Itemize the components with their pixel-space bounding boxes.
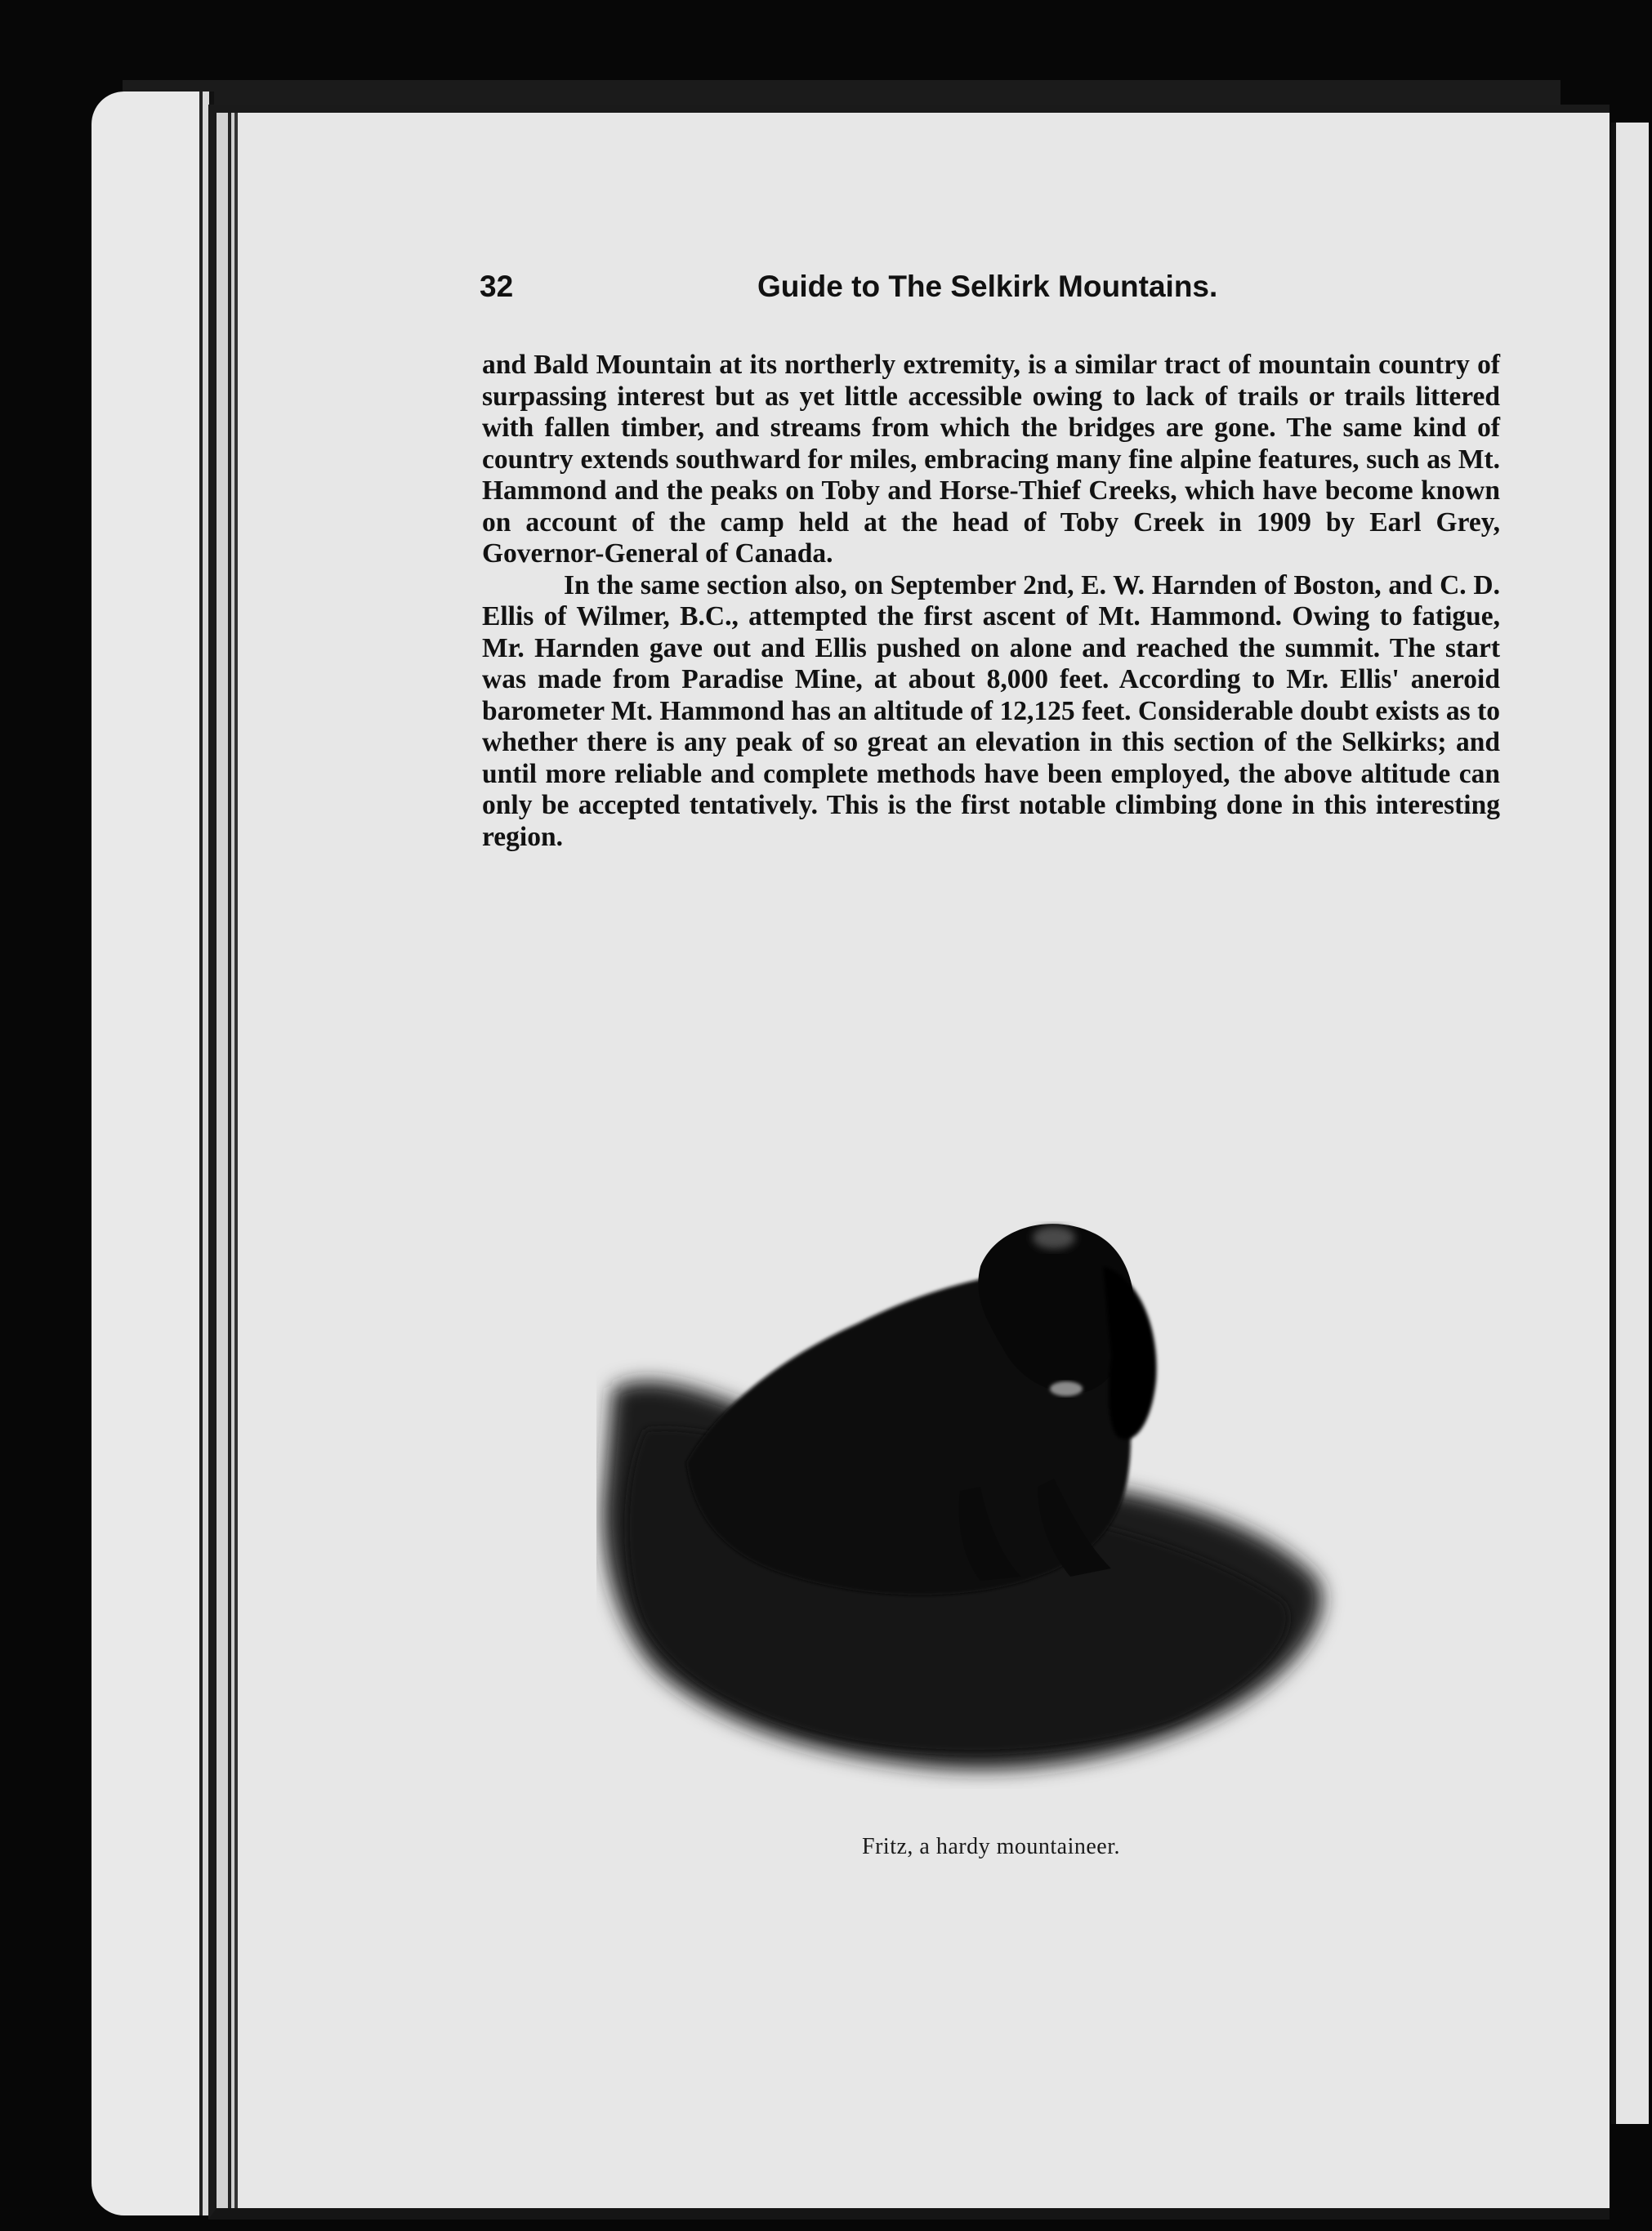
paragraph: and Bald Mountain at its northerly extremity, is a similar tract of mountain country of surpassing interest but as yet little accessible owing to lack of trails or trails littered with fallen timber, and streams from which the bridges are gone. The same kind of country extends southward for miles, embracing many fine alpine features, such as Mt. Hammond and the peaks on Toby and Horse-Thief Creeks, which have become known on account of the camp held at the head of Toby Creek in 1909 by Earl Grey, Governor-General of Canada. [482, 350, 1500, 569]
page-number: 32 [480, 270, 514, 303]
paragraph: In the same section also, on September 2nd, E. W. Harnden of Boston, and C. D. Ellis of Wilmer, B.C., attempted the first ascent of Mt. Hammond. Owing to fatigue, Mr. Harnden gave out and Ellis pushed on alone and reached the summit. The start was made from Paradise Mine, at about 8,000 feet. According to Mr. Ellis' aneroid barometer Mt. Hammond has an altitude of 12,125 feet. Considerable doubt exists as to whether there is any peak of so great an elevation in this section of the Selkirks; and until more reliable and complete methods have been employed, the above altitude can only be accepted tentatively. This is the first notable climbing done in this interesting region. [482, 569, 1500, 852]
dog-photograph-image [596, 1217, 1348, 1789]
figure-caption: Fritz, a hardy mountaineer. [862, 1834, 1120, 1859]
body-text [482, 350, 1500, 853]
book-cover-edge [92, 91, 214, 2215]
page-header [480, 270, 1297, 310]
binding-top-edge [123, 80, 1560, 105]
dog-photograph [596, 1217, 1348, 1789]
running-head: Guide to The Selkirk Mountains. [757, 270, 1218, 303]
facing-page-edge [1611, 123, 1649, 2124]
